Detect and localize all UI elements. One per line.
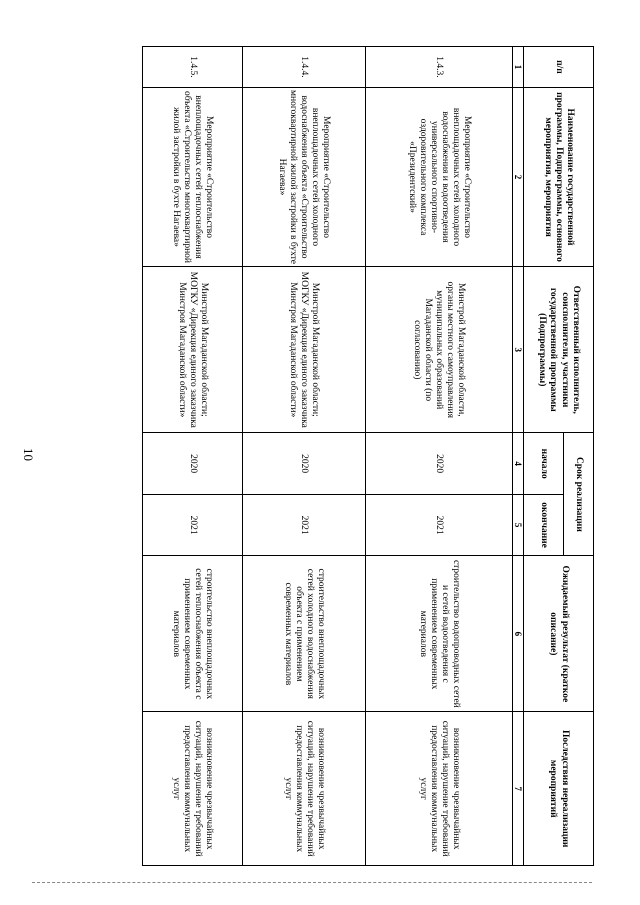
table-row	[143, 47, 243, 866]
row-end: 2021	[366, 494, 513, 555]
row-name: Мероприятие «Строительство внеплощадочных сетей холодного водоснабжения объекта «Строительство многоквартирной жилой застройки в бухте Нагаева»	[242, 87, 365, 266]
row-number: 1.4.3.	[366, 47, 513, 88]
row-result: строительство водопроводных сетей и сетей водоотведения с применением современных материалов	[366, 556, 513, 712]
header-start: начало	[524, 433, 564, 494]
row-result: строительство внеплощадочных сетей холодного водоснабжения объекта с применением современных материалов	[242, 556, 365, 712]
header-result: Ожидаемый результат (краткое описание)	[524, 556, 594, 712]
row-name: Мероприятие «Строительство внеплощадочных сетей теплоснабжения объекта «Строительство многоквартирной жилой застройки в бухте Нагаева»	[143, 87, 243, 266]
header-executor: Ответственный исполнитель, соисполнители, участники государственной программы (Подпрограммы)	[524, 267, 594, 433]
rotated-table-wrapper	[142, 46, 594, 866]
row-executor: Минстрой Магаданской области; МОГКУ «Дирекция единого заказчика Минстроя Магаданской области»	[143, 267, 243, 433]
row-end: 2021	[242, 494, 365, 555]
row-number: 1.4.5.	[143, 47, 243, 88]
row-executor: Минстрой Магаданской области, органы местного самоуправления муниципальных образований Магаданской области (по согласованию)	[366, 267, 513, 433]
table-row	[366, 47, 513, 866]
row-end: 2021	[143, 494, 243, 555]
header-period: Срок реализации	[564, 433, 594, 556]
column-number: 6	[512, 556, 523, 712]
row-name: Мероприятие «Строительство внеплощадочных сетей холодного водоснабжения и водоотведения универсального спортивно-оздоровительного комплекса «Президентский»	[366, 87, 513, 266]
column-number: 7	[512, 712, 523, 866]
row-result: строительство внеплощадочных сетей теплоснабжения объекта с применением современных материалов	[143, 556, 243, 712]
row-number: 1.4.4.	[242, 47, 365, 88]
row-start: 2020	[366, 433, 513, 494]
table-row	[242, 47, 365, 866]
row-executor: Минстрой Магаданской области; МОГКУ «Дирекция единого заказчика Минстроя Магаданской области»	[242, 267, 365, 433]
column-number: 5	[512, 494, 523, 555]
column-number: 3	[512, 267, 523, 433]
program-table	[142, 46, 594, 866]
scan-edge-divider	[32, 882, 592, 883]
row-consequences: возникновение чрезвычайных ситуаций, нарушение требований предоставления коммунальных услуг	[366, 712, 513, 866]
row-consequences: возникновение чрезвычайных ситуаций, нарушение требований предоставления коммунальных услуг	[143, 712, 243, 866]
header-no: п/п	[524, 47, 594, 88]
column-number: 2	[512, 87, 523, 266]
header-consequences: Последствия нереализации мероприятий	[524, 712, 594, 866]
column-number: 1	[512, 47, 523, 88]
header-name: Наименование государственной программы, Подпрограммы, основного мероприятия, мероприятия	[524, 87, 594, 266]
row-start: 2020	[242, 433, 365, 494]
row-consequences: возникновение чрезвычайных ситуаций, нарушение требований предоставления коммунальных услуг	[242, 712, 365, 866]
row-start: 2020	[143, 433, 243, 494]
column-number: 4	[512, 433, 523, 494]
page-number: 10	[21, 448, 36, 461]
header-end: окончание	[524, 494, 564, 555]
